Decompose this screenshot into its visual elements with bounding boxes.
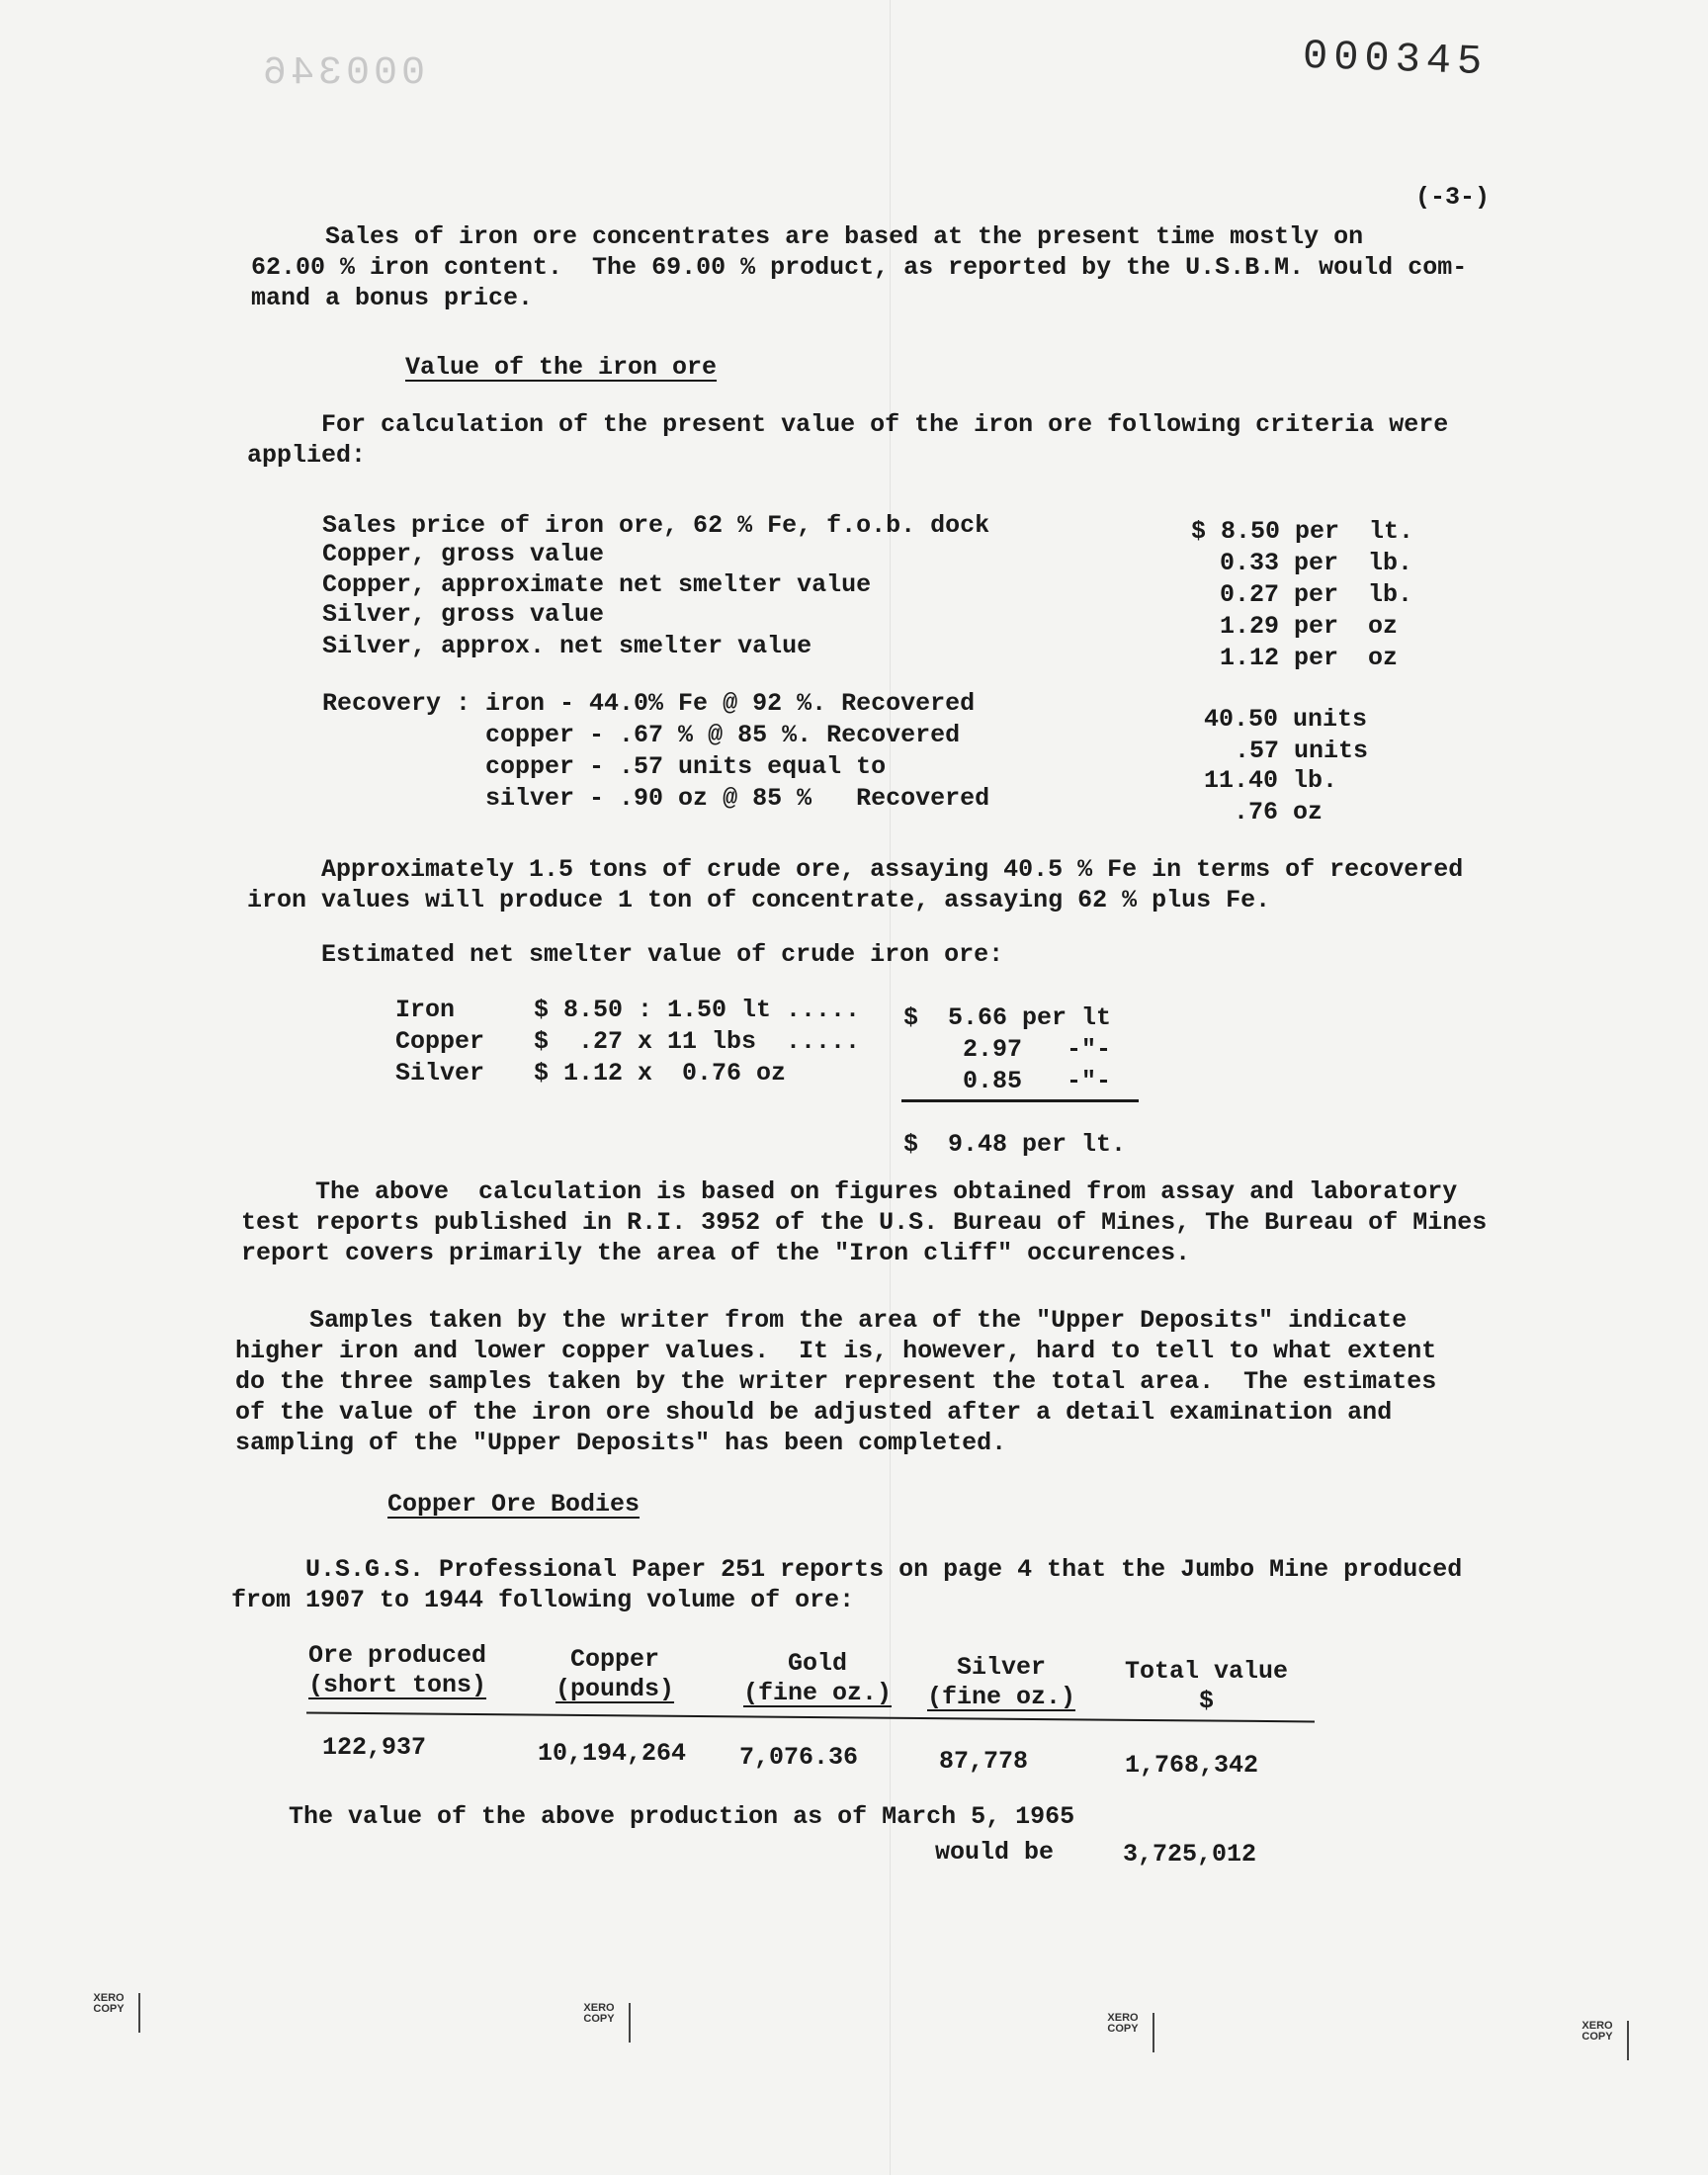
criteria-line: applied: (247, 441, 367, 470)
smelter-value: 2.97 -"- (903, 1035, 1112, 1064)
recovery-label: copper - .57 units equal to (322, 752, 887, 781)
closing-line: would be (935, 1838, 1055, 1867)
recovery-value: .57 units (1220, 737, 1369, 765)
xero-mark-text: XERO (1107, 2012, 1139, 2024)
intro-line: Sales of iron ore concentrates are based at the present time mostly on (251, 222, 1364, 251)
smelter-calc: $ 8.50 : 1.50 lt ..... (534, 996, 861, 1024)
table-header-line: Gold (788, 1649, 848, 1678)
xero-mark-text: COPY (583, 2013, 615, 2025)
table-header-line: Total value (1125, 1657, 1289, 1686)
table-header-line: Ore produced (308, 1641, 487, 1670)
smelter-metal: Copper (395, 1027, 485, 1056)
table-header-gold (743, 1649, 892, 1708)
recovery-label: copper - .67 % @ 85 %. Recovered (322, 721, 961, 749)
xero-copy-mark (569, 2003, 631, 2043)
above-line: report covers primarily the area of the "Iron cliff" occurences. (241, 1239, 1191, 1267)
xero-mark-text: COPY (93, 2003, 125, 2015)
xero-mark-text: XERO (583, 2002, 615, 2014)
smelter-metal: Silver (395, 1059, 485, 1088)
smelter-metal: Iron (395, 996, 456, 1024)
table-header-silver (927, 1653, 1075, 1712)
smelter-calc: $ .27 x 11 lbs ..... (534, 1027, 861, 1056)
recovery-value: .76 oz (1204, 798, 1324, 826)
table-cell-gold: 7,076.36 (739, 1743, 859, 1772)
smelter-value: 0.85 -"- (903, 1067, 1112, 1095)
smelter-calc: $ 1.12 x 0.76 oz (534, 1059, 787, 1088)
samples-line: higher iron and lower copper values. It is, however, hard to tell to what extent (235, 1337, 1437, 1365)
recovery-value: 40.50 units (1204, 705, 1368, 734)
table-cell-silver: 87,778 (939, 1747, 1029, 1776)
approx-line: Approximately 1.5 tons of crude ore, assaying 40.5 % Fe in terms of recovered (247, 855, 1464, 884)
recovery-value: 11.40 lb. (1204, 766, 1338, 795)
table-header-line: (fine oz.) (743, 1679, 893, 1707)
above-line: The above calculation is based on figures obtained from assay and laboratory (241, 1177, 1458, 1206)
samples-line: sampling of the "Upper Deposits" has been completed. (235, 1429, 1007, 1457)
xero-mark-text: COPY (1581, 2031, 1613, 2043)
table-header-line: (fine oz.) (927, 1683, 1076, 1711)
xero-mark-text: XERO (93, 1992, 125, 2004)
recovery-label: Recovery : iron - 44.0% Fe @ 92 %. Recovered (322, 689, 976, 718)
price-label: Copper, gross value (322, 540, 605, 568)
closing-line: The value of the above production as of March 5, 1965 (289, 1802, 1075, 1831)
xero-copy-mark (1093, 2013, 1154, 2052)
intro-line: 62.00 % iron content. The 69.00 % product, as reported by the U.S.B.M. would com- (251, 253, 1468, 282)
price-label: Copper, approximate net smelter value (322, 570, 872, 599)
sum-rule (901, 1099, 1139, 1102)
approx-line: iron values will produce 1 ton of concentrate, assaying 62 % plus Fe. (247, 886, 1271, 914)
heading-value-of-iron-ore: Value of the iron ore (405, 353, 718, 382)
xero-mark-text: XERO (1581, 2020, 1613, 2032)
table-header-copper (555, 1645, 674, 1704)
price-value: 1.12 per oz (1220, 644, 1399, 672)
samples-line: of the value of the iron ore should be adjusted after a detail examination and (235, 1398, 1393, 1427)
table-header-line: (pounds) (555, 1675, 675, 1703)
intro-line: mand a bonus price. (251, 284, 534, 312)
table-header-total-value (1125, 1657, 1288, 1716)
above-calculation-paragraph (241, 1176, 1487, 1268)
estimated-heading: Estimated net smelter value of crude iron ore: (247, 940, 1004, 969)
approx-paragraph (247, 854, 1463, 915)
closing-value: 3,725,012 (1123, 1840, 1257, 1869)
table-header-line: Silver (957, 1653, 1047, 1682)
criteria-paragraph (247, 409, 1448, 471)
table-header-ore (308, 1641, 486, 1700)
price-value: 0.27 per lb. (1220, 580, 1413, 609)
price-label: Sales price of iron ore, 62 % Fe, f.o.b. dock (322, 511, 990, 540)
usgs-paragraph (231, 1554, 1462, 1615)
samples-paragraph (235, 1305, 1436, 1458)
usgs-line: U.S.G.S. Professional Paper 251 reports on page 4 that the Jumbo Mine produced (231, 1555, 1463, 1584)
document-stamp-number: 000345 (1302, 32, 1490, 87)
table-header-line: Copper (570, 1645, 660, 1674)
bleed-through-number: 000346 (259, 51, 426, 96)
samples-line: Samples taken by the writer from the area of the "Upper Deposits" indicate (235, 1306, 1408, 1335)
price-value: 0.33 per lb. (1220, 549, 1413, 577)
smelter-total: $ 9.48 per lt. (903, 1130, 1127, 1159)
above-line: test reports published in R.I. 3952 of the U.S. Bureau of Mines, The Bureau of Mines (241, 1208, 1488, 1237)
recovery-label: silver - .90 oz @ 85 % Recovered (322, 784, 990, 813)
xero-copy-mark (79, 1993, 140, 2033)
usgs-line: from 1907 to 1944 following volume of ore: (231, 1586, 855, 1614)
price-label: Silver, gross value (322, 600, 605, 629)
price-value: $ 8.50 per lt. (1191, 517, 1414, 546)
xero-mark-text: COPY (1107, 2023, 1139, 2035)
xero-copy-mark (1568, 2021, 1629, 2060)
price-value: 1.29 per oz (1220, 612, 1399, 641)
table-cell-total-value: 1,768,342 (1125, 1751, 1259, 1780)
criteria-line: For calculation of the present value of the iron ore following criteria were (247, 410, 1449, 439)
page-marker: (-3-) (1415, 183, 1491, 212)
smelter-value: $ 5.66 per lt (903, 1003, 1112, 1032)
price-label: Silver, approx. net smelter value (322, 632, 812, 660)
table-cell-copper: 10,194,264 (538, 1739, 687, 1768)
heading-copper-ore-bodies: Copper Ore Bodies (387, 1490, 640, 1519)
intro-paragraph (251, 221, 1467, 313)
table-header-line: (short tons) (308, 1671, 487, 1699)
samples-line: do the three samples taken by the writer represent the total area. The estimates (235, 1367, 1437, 1396)
copy-fold-line (890, 0, 891, 2175)
table-header-line: $ (1199, 1687, 1215, 1715)
table-cell-ore: 122,937 (322, 1733, 427, 1762)
